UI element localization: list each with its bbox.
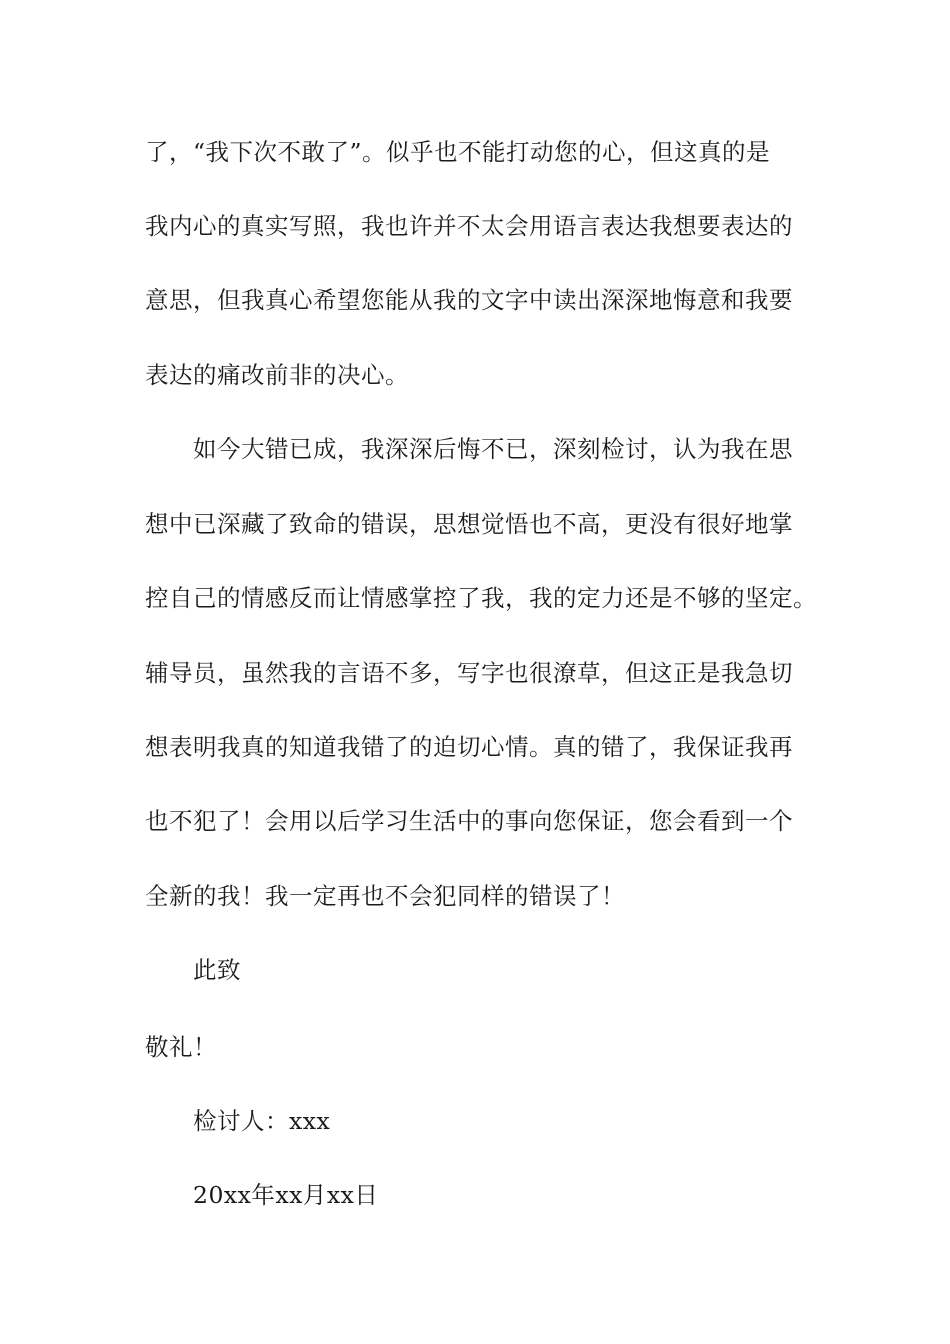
body-line-2: 我内心的真实写照，我也许并不太会用语言表达我想要表达的 [145,212,793,240]
body-line-4: 表达的痛改前非的决心。 [145,361,409,389]
body-line-9: 想表明我真的知道我错了的迫切心情。真的错了，我保证我再 [145,733,793,761]
date-text: 20xx年xx月xx日 [193,1181,379,1209]
salutation-text: 敬礼！ [145,1033,217,1061]
body-line-10: 也不犯了！会用以后学习生活中的事向您保证，您会看到一个 [145,807,793,835]
signature-text: 检讨人：xxx [193,1107,331,1135]
body-line-1: 了，“我下次不敢了”。似乎也不能打动您的心，但这真的是 [145,138,771,166]
closing-text: 此致 [193,956,241,984]
body-line-3: 意思，但我真心希望您能从我的文字中读出深深地悔意和我要 [145,286,793,314]
body-line-7: 控自己的情感反而让情感掌控了我，我的定力还是不够的坚定。 [145,584,817,612]
body-line-8: 辅导员，虽然我的言语不多，写字也很潦草，但这正是我急切 [145,659,793,687]
body-line-5: 如今大错已成，我深深后悔不已，深刻检讨，认为我在思 [193,435,793,463]
body-line-11: 全新的我！我一定再也不会犯同样的错误了！ [145,882,625,910]
body-line-6: 想中已深藏了致命的错误，思想觉悟也不高，更没有很好地掌 [145,510,793,538]
